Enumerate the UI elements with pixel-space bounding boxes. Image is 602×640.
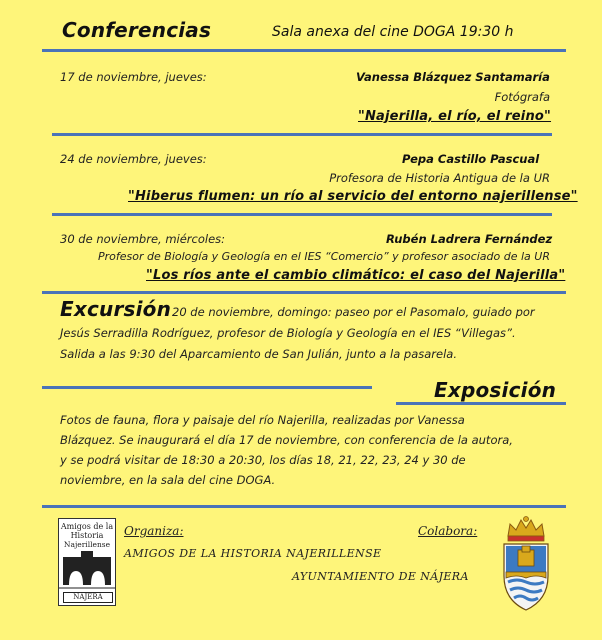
colabora-label: Colabora: [418,524,478,538]
divider-rule [396,402,566,405]
talk-3-speaker: Rubén Ladrera Fernández [386,232,553,246]
organiza-label: Organiza: [124,524,184,538]
logo-text: Najerillense [63,540,111,549]
divider-rule [42,49,566,52]
divider-rule [42,505,566,508]
talk-3-title: "Los ríos ante el cambio climático: el caso del Najerilla" [146,268,566,283]
excursion-heading: Excursión [60,297,172,321]
excursion-line-2: Jesús Serradilla Rodríguez, profesor de Biología y Geología en el IES “Villegas”. [60,326,516,340]
talk-3-date: 30 de noviembre, miércoles: [60,232,226,246]
logo-caption: NAJERA [63,592,113,603]
divider-rule [52,213,552,216]
talk-2-date: 24 de noviembre, jueves: [60,152,207,166]
excursion-line-1: 20 de noviembre, domingo: paseo por el Pasomalo, guiado por [172,305,535,319]
logo-text: Historia [70,531,104,540]
talk-2-speaker: Pepa Castillo Pascual [402,152,540,166]
bridge-icon [59,551,115,591]
logo-text: Amigos de la [60,522,114,531]
talk-3-role: Profesor de Biología y Geología en el IES “Comercio” y profesor asociado de la UR [98,250,550,263]
exposicion-line-3: y se podrá visitar de 18:30 a 20:30, los días 18, 21, 22, 23, 24 y 30 de [60,453,466,467]
exposicion-line-1: Fotos de fauna, flora y paisaje del río Najerilla, realizadas por Vanessa [60,413,465,427]
talk-2-title: "Hiberus flumen: un río al servicio del entorno najerillense" [128,189,578,204]
talk-1-title: "Najerilla, el río, el reino" [358,109,552,124]
exposicion-line-4: noviembre, en la sala del cine DOGA. [60,473,276,487]
najera-coat-of-arms-icon [500,514,552,612]
exposicion-heading: Exposición [434,378,557,402]
exposicion-line-2: Blázquez. Se inaugurará el día 17 de noviembre, con conferencia de la autora, [60,433,513,447]
amigos-logo [58,518,116,606]
conferencias-venue: Sala anexa del cine DOGA 19:30 h [272,24,514,40]
conferencias-heading: Conferencias [62,18,212,42]
divider-rule [52,133,552,136]
talk-1-speaker: Vanessa Blázquez Santamaría [356,70,550,84]
colabora-name: AYUNTAMIENTO DE NÁJERA [292,570,469,583]
organiza-name: AMIGOS DE LA HISTORIA NAJERILLENSE [124,547,382,560]
excursion-line-3: Salida a las 9:30 del Aparcamiento de San Julián, junto a la pasarela. [60,347,458,361]
divider-rule [42,386,372,389]
talk-1-role: Fotógrafa [494,90,550,104]
talk-1-date: 17 de noviembre, jueves: [60,70,207,84]
divider-rule [42,291,566,294]
talk-2-role: Profesora de Historia Antigua de la UR [329,171,550,185]
